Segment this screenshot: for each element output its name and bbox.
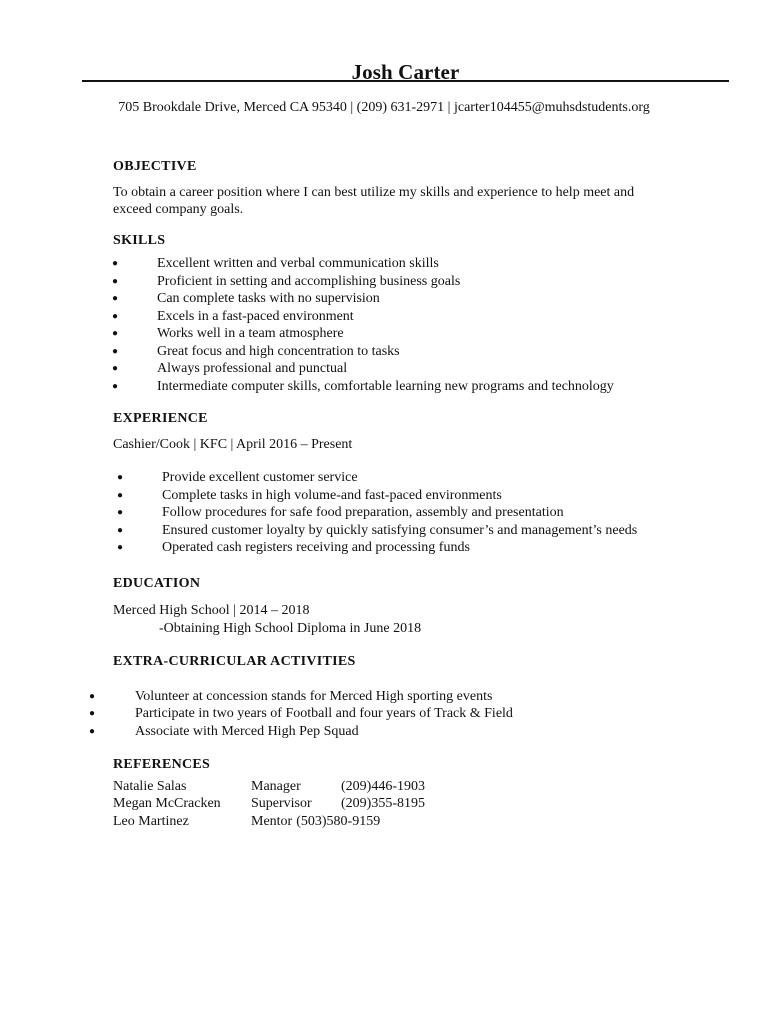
reference-phone: (209)446-1903 bbox=[341, 778, 425, 794]
reference-name: Natalie Salas bbox=[113, 778, 187, 794]
list-item bbox=[89, 705, 673, 723]
bullet-icon: ● bbox=[112, 380, 119, 392]
references-table bbox=[113, 778, 673, 831]
references-section bbox=[113, 756, 673, 830]
bullet-icon: ● bbox=[117, 524, 124, 536]
list-item-text: Volunteer at concession stands for Merced High sporting events bbox=[135, 688, 493, 704]
list-item-text: Works well in a team atmosphere bbox=[157, 326, 344, 341]
reference-name: Megan McCracken bbox=[113, 796, 221, 811]
bullet-icon: ● bbox=[117, 472, 124, 483]
reference-title: Supervisor bbox=[251, 796, 312, 811]
reference-row bbox=[113, 795, 673, 813]
reference-name: Leo Martinez bbox=[113, 813, 189, 829]
resume-body bbox=[89, 158, 673, 830]
bullet-icon: ● bbox=[89, 690, 96, 702]
list-item-text: Follow procedures for safe food preparation, assembly and presentation bbox=[162, 505, 564, 520]
extracurricular-heading: EXTRA-CURRICULAR ACTIVITIES bbox=[113, 654, 356, 669]
list-item-text: Excellent written and verbal communication skills bbox=[157, 256, 439, 271]
list-item-text: Operated cash registers receiving and processing funds bbox=[162, 540, 470, 555]
list-item-text: Proficient in setting and accomplishing business goals bbox=[157, 273, 461, 289]
list-item bbox=[117, 522, 673, 540]
bullet-icon: ● bbox=[112, 293, 119, 304]
list-item-text: Provide excellent customer service bbox=[162, 470, 358, 485]
list-item-text: Excels in a fast-paced environment bbox=[157, 308, 354, 324]
bullet-icon: ● bbox=[117, 507, 124, 518]
bullet-icon: ● bbox=[117, 542, 124, 553]
job-title-line: Cashier/Cook | KFC | April 2016 – Present bbox=[113, 436, 353, 452]
list-item-text: Associate with Merced High Pep Squad bbox=[135, 723, 359, 739]
education-section bbox=[113, 575, 673, 638]
list-item bbox=[89, 688, 673, 706]
skills-list bbox=[112, 255, 673, 395]
list-item-text: Ensured customer loyalty by quickly satisfying consumer’s and management’s needs bbox=[162, 522, 638, 538]
list-item bbox=[117, 504, 673, 522]
objective-text: To obtain a career position where I can best utilize my skills and experience to help meet and exceed company goals. bbox=[113, 184, 635, 217]
bullet-icon: ● bbox=[112, 258, 119, 269]
list-item bbox=[117, 487, 673, 505]
list-item bbox=[112, 273, 673, 291]
reference-row bbox=[113, 778, 673, 796]
experience-list bbox=[117, 469, 673, 557]
experience-section bbox=[113, 410, 673, 557]
education-heading: EDUCATION bbox=[113, 575, 201, 591]
header-rule bbox=[82, 80, 729, 82]
objective-section bbox=[113, 158, 673, 219]
list-item bbox=[117, 539, 673, 557]
skills-heading: SKILLS bbox=[113, 232, 166, 248]
list-item bbox=[112, 378, 673, 396]
extracurricular-section bbox=[89, 653, 673, 740]
list-item-text: Participate in two years of Football and four years of Track & Field bbox=[135, 706, 513, 721]
experience-heading: EXPERIENCE bbox=[113, 411, 208, 426]
extracurricular-list bbox=[89, 688, 673, 741]
education-school: Merced High School | 2014 – 2018 bbox=[113, 603, 310, 618]
bullet-icon: ● bbox=[89, 708, 96, 719]
list-item-text: Intermediate computer skills, comfortable learning new programs and technology bbox=[157, 378, 614, 394]
list-item bbox=[89, 723, 673, 741]
education-detail: -Obtaining High School Diploma in June 2018 bbox=[159, 620, 422, 636]
list-item-text: Always professional and punctual bbox=[157, 361, 348, 376]
bullet-icon: ● bbox=[112, 328, 119, 339]
bullet-icon: ● bbox=[112, 345, 119, 357]
bullet-icon: ● bbox=[112, 310, 119, 322]
list-item-text: Can complete tasks with no supervision bbox=[157, 291, 380, 306]
list-item bbox=[112, 290, 673, 308]
references-heading: REFERENCES bbox=[113, 757, 211, 772]
objective-heading: OBJECTIVE bbox=[113, 159, 197, 174]
bullet-icon: ● bbox=[89, 725, 96, 737]
list-item bbox=[112, 325, 673, 343]
bullet-icon: ● bbox=[112, 363, 119, 374]
bullet-icon: ● bbox=[117, 489, 124, 501]
contact-line: 705 Brookdale Drive, Merced CA 95340 | (209) 631-2971 | jcarter104455@muhsdstudents.org bbox=[118, 100, 650, 115]
reference-title: Manager bbox=[251, 778, 301, 794]
skills-section bbox=[113, 232, 673, 396]
list-item bbox=[112, 308, 673, 326]
resume-name: Josh Carter bbox=[351, 60, 460, 84]
list-item-text: Great focus and high concentration to tasks bbox=[157, 343, 400, 359]
reference-phone: (209)355-8195 bbox=[341, 796, 425, 811]
reference-row bbox=[113, 813, 673, 831]
list-item bbox=[112, 255, 673, 273]
list-item-text: Complete tasks in high volume-and fast-paced environments bbox=[162, 487, 502, 503]
bullet-icon: ● bbox=[112, 275, 119, 287]
reference-phone: (503)580-9159 bbox=[296, 813, 381, 829]
reference-title: Mentor bbox=[251, 813, 293, 829]
list-item bbox=[117, 469, 673, 487]
list-item bbox=[112, 360, 673, 378]
list-item bbox=[112, 343, 673, 361]
